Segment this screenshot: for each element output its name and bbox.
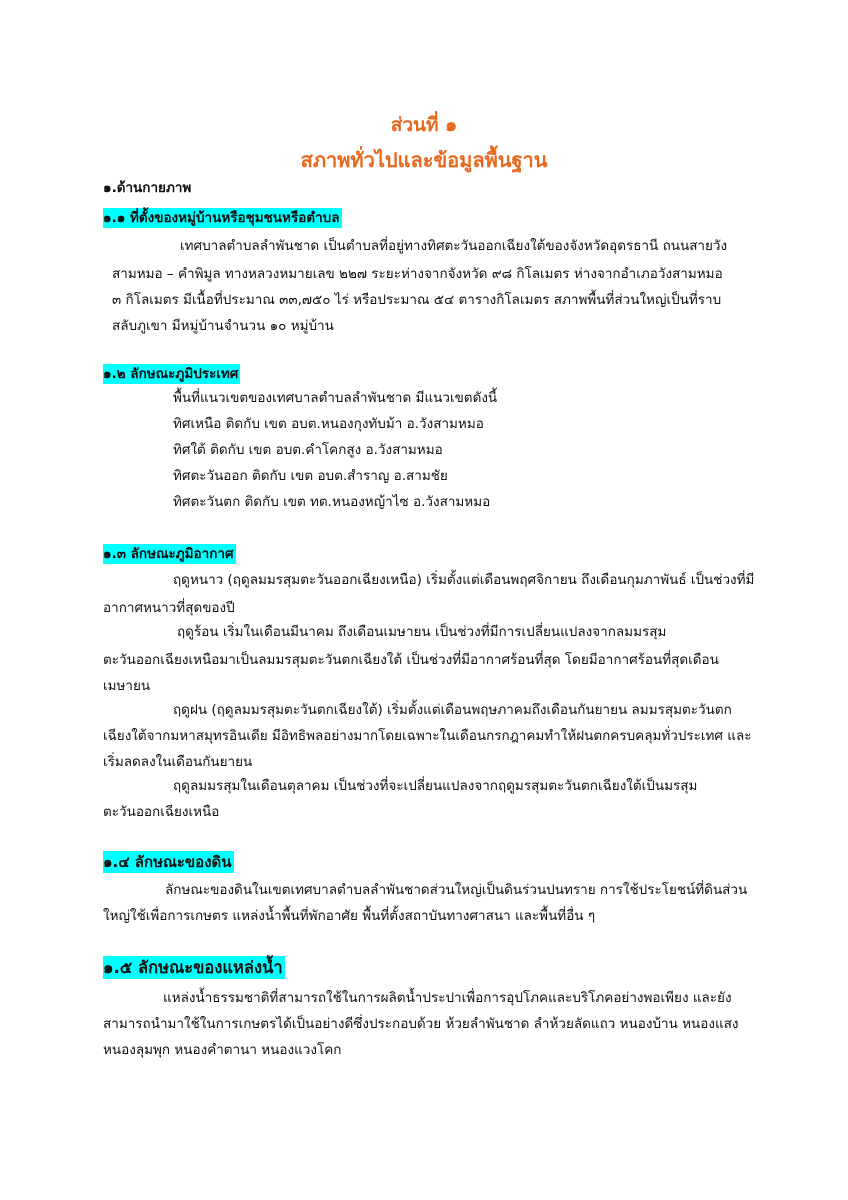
paragraph-line: สลับภูเขา มีหมู่บ้านจำนวน ๑๐ หมู่บ้าน [112, 318, 334, 334]
highlighted-heading-text: ๑.๑ ที่ตั้งของหมู่บ้านหรือชุมชนหรือตำบล [103, 210, 340, 226]
paragraph-line: ๓ กิโลเมตร มีเนื้อที่ประมาณ ๓๓,๗๕๐ ไร่ หรือประมาณ ๕๔ ตารางกิโลเมตร สภาพพื้นที่ส่วนใหญ่เป็นที่ราบ [112, 292, 722, 308]
section-heading: ๑.ด้านกายภาพ [103, 180, 192, 196]
highlighted-heading-text: ๑.๒ ลักษณะภูมิประเทศ [103, 366, 239, 382]
paragraph-line: แหล่งน้ำธรรมชาติที่สามารถใช้ในการผลิตน้ำประปาเพื่อการอุปโภคและบริโภคอย่างพอเพียง และยัง [163, 990, 732, 1006]
paragraph-line: ฤดูลมมรสุมในเดือนตุลาคม เป็นช่วงที่จะเปลี่ยนแปลงจากฤดูมรสุมตะวันตกเฉียงใต้เป็นมรสุม [173, 778, 698, 794]
paragraph-line: เฉียงใต้จากมหาสมุทรอินเดีย มีอิทธิพลอย่างมากโดยเฉพาะในเดือนกรกฎาคมทำให้ฝนตกครบคลุมทั่วประเทศ และ [103, 728, 752, 744]
paragraph-line: เมษายน [103, 678, 151, 694]
paragraph-line: อากาศหนาวที่สุดของปี [103, 600, 235, 616]
page-title: ส่วนที่ ๑ [390, 114, 458, 136]
paragraph-line: ฤดูร้อน เริ่มในเดือนมีนาคม ถึงเดือนเมษายน เป็นช่วงที่มีการเปลี่ยนแปลงจากลมมรสุม [177, 624, 667, 640]
subsection-heading [103, 852, 234, 873]
highlighted-heading-text: ๑.๓ ลักษณะภูมิอากาศ [103, 546, 234, 562]
highlighted-heading-text: ๑.๕ ลักษณะของแหล่งน้ำ [103, 958, 283, 977]
paragraph-line: ฤดูหนาว (ฤดูลมมรสุมตะวันออกเฉียงเหนือ) เริ่มตั้งแต่เดือนพฤศจิกายน ถึงเดือนกุมภาพันธ์ เป็นช่วงที่มี [173, 572, 755, 588]
paragraph-line: ลักษณะของดินในเขตเทศบาลตำบลลำพันชาดส่วนใหญ่เป็นดินร่วนปนทราย การใช้ประโยชน์ที่ดินส่วน [165, 882, 748, 898]
paragraph-line: ตะวันออกเฉียงเหนือมาเป็นลมมรสุมตะวันตกเฉียงใต้ เป็นช่วงที่มีอากาศร้อนที่สุด โดยมีอากาศร้อนที่สุดเดือน [103, 652, 719, 668]
paragraph-line: ตะวันออกเฉียงเหนือ [103, 804, 220, 820]
paragraph-line: หนองลุมพุก หนองคำตานา หนองแวงโคก [103, 1042, 342, 1058]
paragraph-line: ฤดูฝน (ฤดูลมมรสุมตะวันตกเฉียงใต้) เริ่มตั้งแต่เดือนพฤษภาคมถึงเดือนกันยายน ลมมรสุมตะวันตก [173, 702, 732, 718]
subsection-heading [103, 544, 236, 564]
highlighted-heading-text: ๑.๔ ลักษณะของดิน [103, 853, 232, 871]
paragraph-line: เริ่มลดลงในเดือนกันยายน [103, 754, 253, 770]
subsection-heading [103, 208, 342, 228]
paragraph-line: ใหญ่ใช้เพื่อการเกษตร แหล่งน้ำพื้นที่พักอาศัย พื้นที่ตั้งสถาบันทางศาสนา และพื้นที่อื่น ๆ [103, 908, 596, 924]
boundary-line: พื้นที่แนวเขตของเทศบาลตำบลลำพันชาด มีแนวเขตดังนี้ [173, 390, 498, 406]
boundary-line: ทิศตะวันออก ติดกับ เขต อบต.สำราญ อ.สามชัย [173, 468, 448, 484]
paragraph-line: สามารถนำมาใช้ในการเกษตรได้เป็นอย่างดีซึ่งประกอบด้วย ห้วยลำพันชาด ลำห้วยลัดแถว หนองบ้าน หนองแสง [103, 1016, 739, 1032]
boundary-line: ทิศตะวันตก ติดกับ เขต ทต.หนองหญ้าไซ อ.วังสามหมอ [173, 494, 491, 510]
subsection-heading [103, 364, 240, 384]
subsection-heading [103, 958, 285, 979]
boundary-line: ทิศใต้ ติดกับ เขต อบต.คำโคกสูง อ.วังสามหมอ [173, 442, 443, 458]
paragraph-line: สามหมอ – คำพิมูล ทางหลวงหมายเลข ๒๒๗ ระยะห่างจากจังหวัด ๙๘ กิโลเมตร ห่างจากอำเภอวังสามหมอ [112, 266, 723, 282]
page-subtitle: สภาพทั่วไปและข้อมูลพื้นฐาน [300, 148, 548, 172]
boundary-line: ทิศเหนือ ติดกับ เขต อบต.หนองกุงทับม้า อ.วังสามหมอ [173, 416, 484, 432]
paragraph-line: เทศบาลตำบลลำพันชาด เป็นตำบลที่อยู่ทางทิศตะวันออกเฉียงใต้ของจังหวัดอุดรธานี ถนนสายวัง [180, 238, 728, 254]
